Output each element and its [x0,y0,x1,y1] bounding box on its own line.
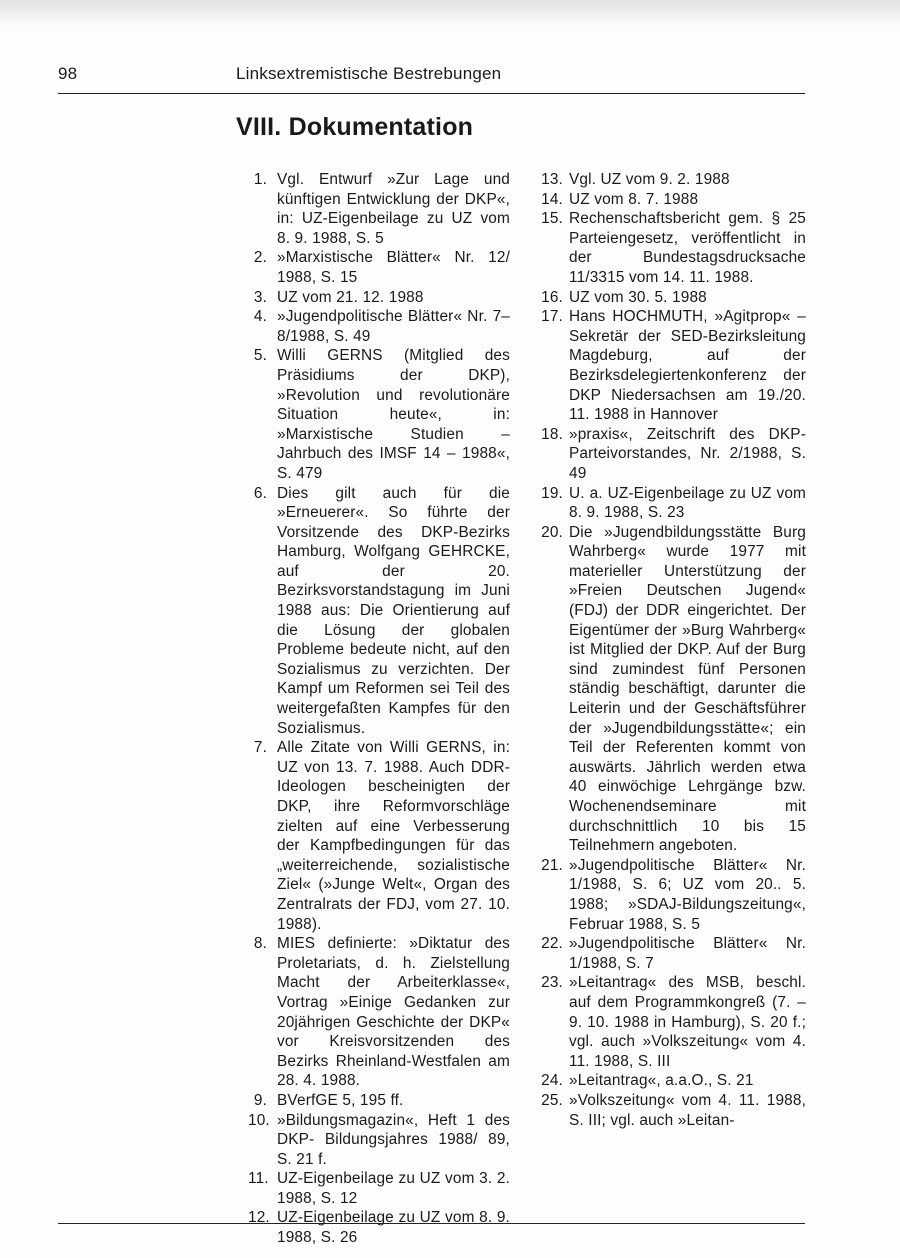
endnote [534,973,806,1071]
endnote-text: »Leitantrag«, a.a.O., S. 21 [569,1072,754,1090]
endnote-text: »Jugendpolitische Blätter« Nr. 1/1988, S. 6; UZ vom 20.. 5. 1988; »SDAJ-Bildungszeitung«, Februar 1988, S. 5 [569,856,806,933]
endnote [248,934,510,1091]
header-rule [58,93,805,94]
endnote-number: 23. [541,974,563,992]
endnote [534,425,806,484]
endnote-number: 21. [541,856,563,874]
endnote [534,1071,806,1091]
endnote-number: 17. [541,308,563,326]
endnote [248,484,510,739]
endnote-text: »Jugendpolitische Blätter« Nr. 7–8/1988, S. 49 [277,308,510,345]
endnote-number: 11. [248,1170,269,1188]
endnote [534,288,806,308]
scan-edge-shadow [0,0,900,28]
endnote-number: 20. [541,523,563,541]
page-header [58,64,808,94]
endnote-number: 22. [541,935,563,953]
endnote-number: 2. [253,249,267,267]
endnote-text: Willi GERNS (Mitglied des Präsidiums der DKP), »Revolution und revolutionäre Situation heute«, in: »Marxistische Studien – Jahrbuch des IMSF 14 – 1988«, S. 479 [277,347,510,482]
endnote-number: 4. [253,308,267,326]
endnote-text: BVerfGE 5, 195 ff. [277,1091,404,1109]
endnote-text: »Bildungsmagazin«, Heft 1 des DKP- Bildungsjahres 1988/ 89, S. 21 f. [277,1111,510,1168]
endnote [248,1169,510,1208]
endnote-number: 25. [541,1091,563,1109]
endnote-text: Alle Zitate von Willi GERNS, in: UZ von 13. 7. 1988. Auch DDR-Ideologen bescheinigten der DKP, ihre Reformvorschläge zielten auf eine Verbesserung der Kampfbedingungen für das „weiterreichende, sozialistische Ziel« (»Junge Welt«, Organ des Zentralrats der FDJ, vom 27. 10. 1988). [277,739,510,933]
endnote-text: UZ vom 21. 12. 1988 [277,288,424,306]
endnote-number: 5. [253,347,267,365]
endnote-number: 14. [541,190,563,208]
endnote-number: 1. [253,171,267,188]
endnote [248,170,510,248]
endnote [534,190,806,210]
endnote-number: 16. [541,288,563,306]
endnote-text: »Jugendpolitische Blätter« Nr. 1/1988, S. 7 [569,935,806,972]
endnote-text: Rechenschaftsbericht gem. § 25 Parteiengesetz, veröffentlicht in der Bundestagsdrucksache 11/3315 vom 14. 11. 1988. [569,210,806,286]
endnote-text: UZ vom 30. 5. 1988 [569,288,707,306]
endnote-text: »Volkszeitung« vom 4. 11. 1988, S. III; vgl. auch »Leitan- [569,1091,806,1129]
endnote-text: Vgl. UZ vom 9. 2. 1988 [569,171,730,188]
endnote [534,484,806,523]
endnote-text: Die »Jugendbildungsstätte Burg Wahrberg« wurde 1977 mit materieller Unterstützung der »Freien Deutschen Jugend« (FDJ) der DDR eingerichtet. Der Eigentümer der »Burg Wahrberg« ist Mitglied der DKP. Auf der Burg sind zumindest fünf Personen ständig beschäftigt, darunter die Leiterin und der Geschäftsführer der »Jugendbildungsstätte«; ein Teil der Referenten kommt von auswärts. Jährlich werden etwa 40 einwöchige Lehrgänge bzw. Wochenendseminare mit durchschnittlich 10 bis 15 Teilnehmern angeboten. [569,523,806,855]
endnote-number: 18. [541,425,563,443]
endnote [534,307,806,425]
endnote-text: UZ-Eigenbeilage zu UZ vom 3. 2. 1988, S. 12 [277,1170,510,1207]
endnote-text: Hans HOCHMUTH, »Agitprop« – Sekretär der SED-Bezirksleitung Magdeburg, auf der Bezirksdelegiertenkonferenz der DKP Niedersachsen am 19./20. 11. 1988 in Hannover [569,308,806,424]
endnote [534,170,806,190]
endnote [534,856,806,934]
endnote-text: »praxis«, Zeitschrift des DKP-Parteivorstandes, Nr. 2/1988, S. 49 [569,425,806,482]
endnote [534,1091,806,1130]
endnote [248,346,510,483]
endnote [534,523,806,856]
endnote [248,248,510,287]
endnote [248,1091,510,1111]
endnote-text: »Marxistische Blätter« Nr. 12/ 1988, S. 15 [277,249,510,286]
page-number: 98 [58,64,78,83]
endnote-number: 7. [253,739,267,757]
endnote-text: »Leitantrag« des MSB, beschl. auf dem Programmkongreß (7. – 9. 10. 1988 in Hamburg), S. 20 f.; vgl. auch »Volkszeitung« vom 4. 11. 1988, S. III [569,974,806,1070]
endnote-text: UZ vom 8. 7. 1988 [569,190,699,208]
endnote [248,738,510,934]
endnote-number: 15. [541,210,563,228]
endnote [248,288,510,308]
running-head: Linksextremistische Bestrebungen [236,64,502,83]
endnote-number: 3. [253,288,267,306]
endnote-number: 6. [253,484,267,502]
notes-column-left [248,170,510,1248]
endnote-number: 10. [248,1111,270,1129]
endnote-number: 24. [541,1072,563,1090]
notes-column-right [534,170,806,1130]
endnote-number: 8. [253,935,267,953]
footer-rule [58,1223,805,1224]
endnote-text: Vgl. Entwurf »Zur Lage und künftigen Entwicklung der DKP«, in: UZ-Eigenbeilage zu UZ vom 8. 9. 1988, S. 5 [277,171,510,247]
endnote-number: 12. [248,1209,270,1227]
endnote [248,307,510,346]
endnote-number: 19. [541,484,563,502]
endnote [248,1111,510,1170]
endnote-text: Dies gilt auch für die »Erneuerer«. So führte der Vorsitzende des DKP-Bezirks Hamburg, Wolfgang GEHRCKE, auf der 20. Bezirksvorstandstagung im Juni 1988 aus: Die Orientierung auf die Lösung der globalen Probleme bedeute nicht, auf den Sozialismus zu verzichten. Der Kampf um Reformen sei Teil des weitergefaßten Kampfes für den Sozialismus. [277,484,510,737]
endnote-number: 9. [253,1091,267,1109]
endnote-text: U. a. UZ-Eigenbeilage zu UZ vom 8. 9. 1988, S. 23 [569,484,806,522]
endnote-text: UZ-Eigenbeilage zu UZ vom 8. 9. 1988, S. 26 [277,1209,510,1247]
endnote-text: MIES definierte: »Diktatur des Proletariats, d. h. Zielstellung Macht der Arbeiterklasse«, Vortrag »Einige Gedanken zur 20jährigen Geschichte der DKP« vor Kreisvorsitzenden des Bezirks Rheinland-Westfalen am 28. 4. 1988. [277,935,510,1090]
endnote [534,209,806,287]
endnote-number: 13. [541,171,563,188]
endnote [248,1208,510,1247]
endnote [534,934,806,973]
section-title: VIII. Dokumentation [236,113,474,141]
